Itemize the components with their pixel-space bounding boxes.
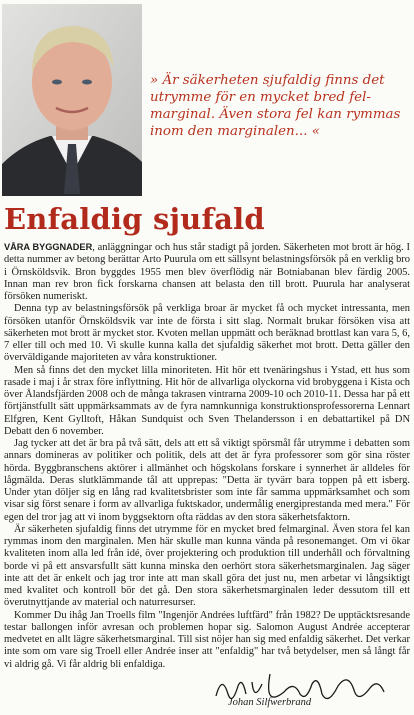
paragraph xyxy=(4,241,410,303)
paragraph: Men så finns det den mycket lilla minoriteten. Hit hör ett tvenäringshus i Ystad, ett hus som rasade i maj i år strax före inflyttning. Hit hör de allvarliga olyckorna vid brobyggena i Kista och över Ålandsfjärden 2008 och de många takrasen vintrarna 2009-10 och 2010-11. Dessa har på ett förtjänstfullt sätt uppmärksammats av de fyra namnkunniga konstruktionsprofessorerna Lennart Elfgren, Kent Gylltoft, Håkan Sundquist och Sven Thelandersson i en debattartikel på DN Debatt den 6 november. xyxy=(4,364,410,437)
page-title: Enfaldig sjufald xyxy=(4,202,265,236)
portrait-photo xyxy=(2,4,142,196)
lead-in: VÅRA BYGGNADER xyxy=(4,242,93,252)
paragraph: Kommer Du ihåg Jan Troells film "Ingenjör Andrées luftfärd" från 1982? De upptäcktsresande testar ballongen inför avresan och problemen hopar sig. Salomon August Andrée accepterar medvetet en allt lägre säkerhetsmarginal. Till sist nöjer han sig med enfaldig säkerhet. Det verkar inte som om vare sig Troell eller Andrée inser att "enfaldig" har två betydelser, men så långt får vi aldrig gå. Vi får aldrig bli enfaldiga. xyxy=(4,609,410,670)
paragraph: Jag tycker att det är bra på två sätt, dels att ett så viktigt spörsmål får utrymme i debatten som annars domineras av politiker och politik, dels att det är fyra professorer som gör sina röster hörda. Byggbranschens aktörer i allmänhet och högskolans forskare i synnerhet är alldeles för lågmälda. Deras slutklämmande tål att upprepas: "Detta är tyvärr bara toppen på ett isberg. Under ytan döljer sig en lång rad kvalitetsbrister som inte får samma uppmärksamhet och som visar sig först senare i form av allvarliga fuktskador, undermålig energiprestanda med mera." För egen del tror jag att vi inom byggsektorn ofta räddas av den stora säkerhetsfaktorn. xyxy=(4,438,410,523)
signature-name: Johan Silfwerbrand xyxy=(228,697,312,708)
paragraph: Denna typ av belastningsförsök på verkliga broar är mycket få och mycket intressanta, men försöken utanför Örnsköldsvik var inte de första i sitt slag. Normalt brukar försöken visa att säkerheten mot brott är mycket stor. Kvoten mellan uppmätt och beräknad brottlast kan vara 5, 6, 7 eller till och med 10. Vi skulle kunna kalla det sjufaldig säkerhet mot brott. Detta gäller den överväldigande majoriteten av våra konstruktioner. xyxy=(4,303,410,364)
article-body xyxy=(4,241,410,671)
pull-quote: » Är säkerheten sjufaldig finns det utrymme för en mycket bred fel-marginal. Även stora fel kan rymmas inom den marginalen... « xyxy=(150,73,401,139)
paragraph: Är säkerheten sjufaldig finns det utrymme för en mycket bred felmarginal. Även stora fel kan rymmas inom den marginalen. Men här skulle man kunna vända på resonemanget. Om vi ökar kvaliteten inom alla led från idé, över projektering och produktion till underhåll och förvaltning borde vi på ett ansvarsfullt sätt kunna minska den oerhört stora säkerhetsmarginalen. Jag säger inte att det är enkelt och jag tror inte att man skall göra det just nu, men arbetar vi långsiktigt med kvalitet och kontroll bör det gå. Den stora säkerhetsmarginalen leder dessutom till ett överutnyttjande av material och naturresurser. xyxy=(4,523,410,609)
paragraph-text: , anläggningar och hus står stadigt på jorden. Säkerheten mot brott är hög. I detta nummer av betong berättar Arto Puurula om ett sällsynt belastningsförsök på en verklig bro i Örnsköldsvik. Bron byggdes 1955 men blev överflödig när Botniabanan blev färdig 2005. Innan man rev bron fick forskarna chansen att belasta den till brott. Puurula har analyserat försöken numeriskt. xyxy=(4,242,410,302)
